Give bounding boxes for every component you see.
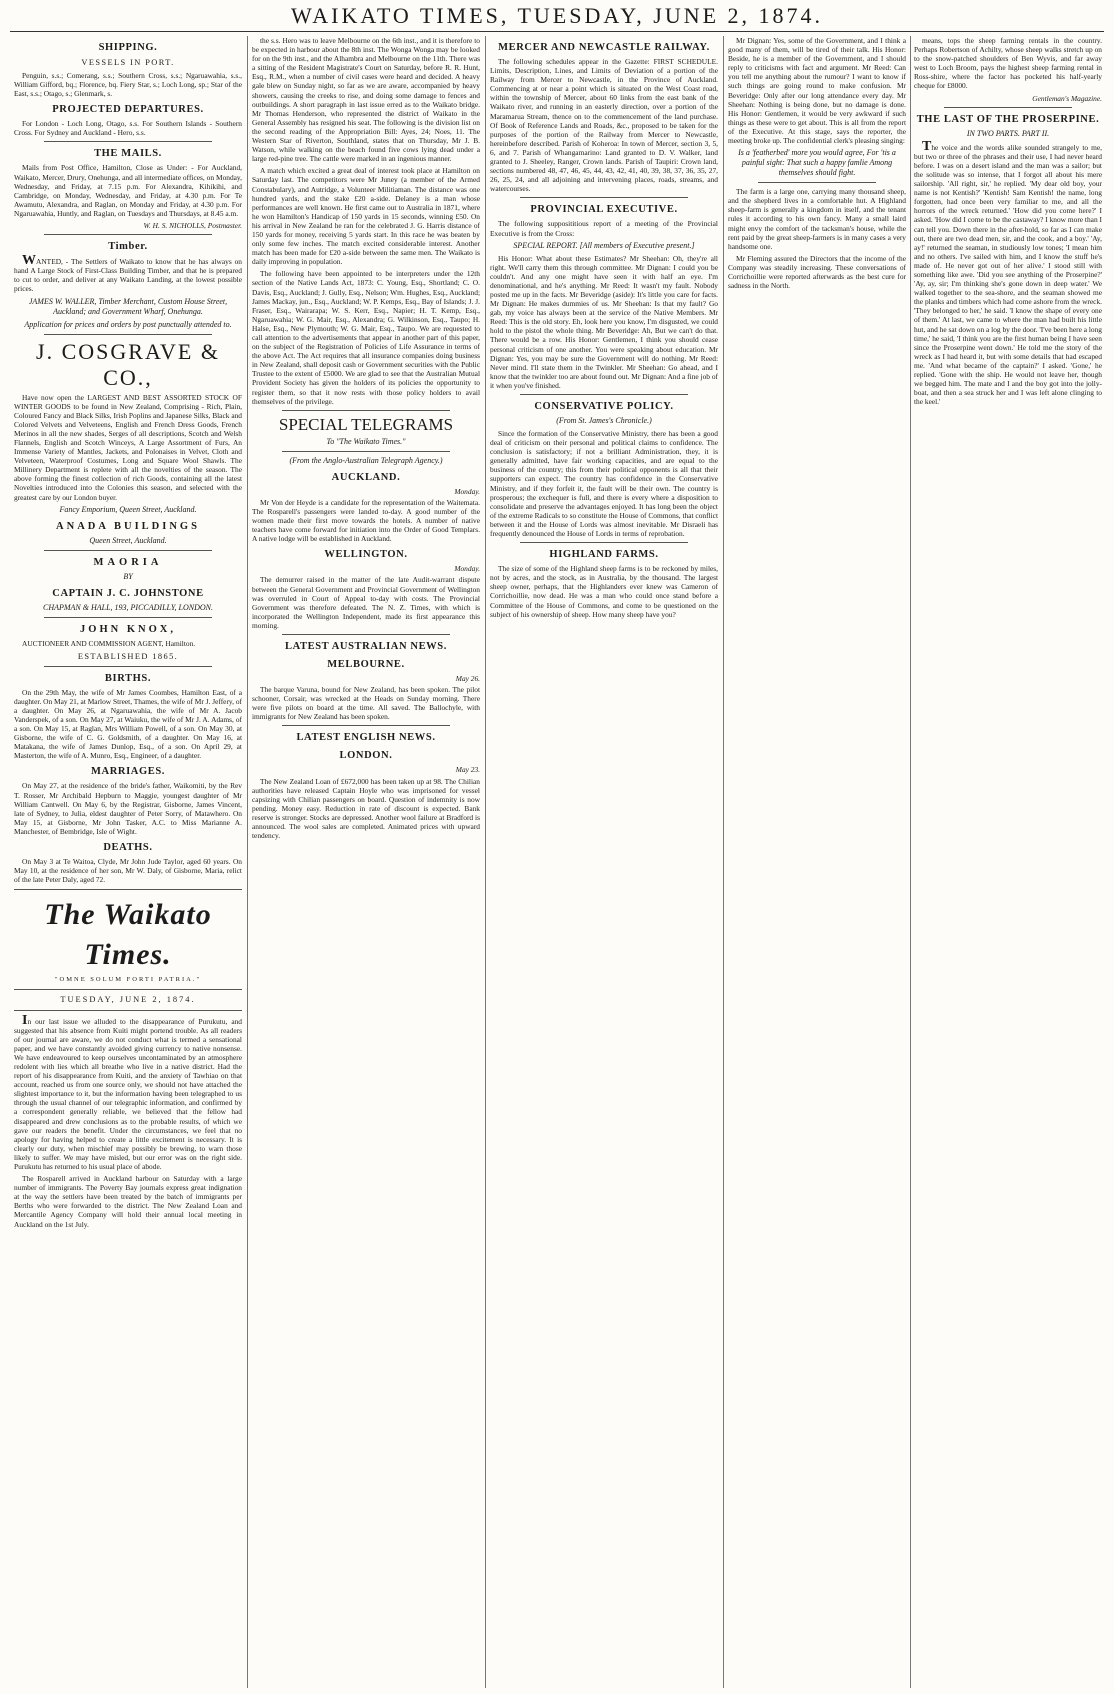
projected-text: For London - Loch Long, Otago, s.s. For Southern Islands - Southern Cross. For Sydney and Auckland - Hero, s.s. [14, 119, 242, 138]
maoria-heading: MAORIA [93, 556, 163, 568]
highland-farms-text: The size of some of the Highland sheep farms is to be reckoned by miles, not by acres, and the stock, as in Australia, by the thousand. The largest sheep owner, perhaps, that the Highlanders ever knew was Cameron of Corrichoillie, now dead. He was a man who could once stand before a Committee of the House of Commons, and come to be questioned on the subject of his ownership of sheep. How many sheep have you? [490, 564, 718, 619]
sheep-farm-source: Gentleman's Magazine. [1032, 93, 1102, 103]
london-heading: LONDON. [339, 750, 393, 762]
masthead-rule [10, 31, 1104, 32]
highland-farms-heading: HIGHLAND FARMS. [549, 549, 659, 561]
column-5 [914, 36, 1102, 1688]
provincial-executive-intro: The following supposititious report of a meeting of the Provincial Executive is from the Cross: [490, 219, 718, 238]
anada-heading: ANADA BUILDINGS [56, 520, 200, 532]
executive-continued-text: Mr Dignan: Yes, some of the Government, and I think a good many of them, will be tired of their talk. His Honor: Beside, he is a member of the Government, and I should reply to criticisms with fact and argument. Mr Reed: Can you tell me anything about the rumour? I want to know if such things are going round to make confusion. Mr Beveridge: Only after our long attendance every day. Mr Sheehan: Nothing is being done, but no damage is done. His Honor: Gentlemen, it would be very awkward if such things as these were to get about. This is all from the report of the Executive. At this stage, says the reporter, the meeting broke up. The confidential clerk's pleasing singing: [728, 36, 906, 146]
divider [520, 197, 688, 198]
shipping-text: Penguin, s.s.; Comerang, s.s.; Southern Cross, s.s.; Ngaruawahia, s.s., William Gifford, bq.; Florence, bq. Fiery Star, s.; Loch Long, sp.; Star of the East, s.s.; Otago, s.; Glenmark, s. [14, 71, 242, 99]
knox-heading: JOHN KNOX, [80, 623, 176, 635]
divider [520, 394, 688, 395]
cosgrave-text: Have now open the LARGEST AND BEST ASSORTED STOCK OF WINTER GOODS to be found in New Zealand, Comprising - Rich, Plain, Coloured Fancy and Black Silks, Irish Poplins and Japanese Silks, Black and Colored Velvets and Velveteens, English and French Dress Goods, French Merinos in all the new shades, Serges of all descriptions, Scotch and Welsh Flannels, English and Scotch Winceys, A Large Assortment of Furs, An Immense Variety of Mantles, Jackets, and Polonaises in Velvet, Cloth and Velveteen, Waterproof Costumes, Long and Square Wool Shawls. The Millinery Department is replete with all the novelties of the season. The above forming the finest collection of rich Goods, containing all the latest Novelties introduced into the Colonies this season, and selected with the greatest care by our London buyer. [14, 392, 242, 502]
wellington-heading: WELLINGTON. [324, 549, 408, 561]
marriages-text: On May 27, at the residence of the bride's father, Waikomiti, by the Rev T. Rosser, Mr Archibald Hepburn to Maggie, youngest daughter of Mr William Cantwell. On May 6, by the Registrar, Gisborne, James Vincent, late of Sydney, to Julia, eldest daughter of Peter Sorry, of Matawhero. On May 15, at Gisborne, Mr John Tasker, A.C. to Miss Marianne A. Manchester, of Bembridge, Isle of Wight. [14, 781, 242, 836]
melbourne-date: May 26. [455, 673, 480, 683]
masthead [0, 0, 1114, 32]
australian-news-heading: LATEST AUSTRALIAN NEWS. [285, 640, 447, 652]
births-text: On the 29th May, the wife of Mr James Coombes, Hamilton East, of a daughter. On May 21, at Marlow Street, Thames, the wife of Mr J. Jeffery, of a daughter. On May 26, at Ngaruawahia, the wife of Mr A. Jacob Vanderspek, of a son. On May 27, at Waiuku, the wife of Mr J. A. Adams, of a son. On May 15, at Raglan, Mrs William Powell, of a son. On May 30, at Gisborne, the wife of C. G. Goldsmith, of a daughter. On May 16, at Matakana, the wife of James Dunlop, Esq., of a son. On April 29, at Masterton, the wife of A. Munro, Esq., Engineer, of a daughter. [14, 687, 242, 761]
auckland-text: Mr Von der Heyde is a candidate for the representation of the Waitemata. The Rosparell's passengers were landed to-day. A good number of the women made their first move towards the hotels. A number of native teachers have come forward for initiation into the Order of Good Templars. A native lodge will be established in Auckland. [252, 497, 480, 544]
divider [282, 634, 450, 635]
race-text: A match which excited a great deal of interest took place at Hamilton on Saturday last. The competitors were Mr Juney (a member of the Armed Constabulary), and Autridge, a Volunteer Militiaman. The distance was one hundred yards, and the stake £20 a-side. Delaney is a man whose performances are well known. He first came out to Australia in 1871, where he won Hamilton's Handicap of 150 yards in 15 seconds, winning £50. On his arrival in New Zealand he ran for the celebrated J. G. Harris distance of 150 yards for money, receiving 5 yards start. In this race he was beaten by only some few inches. The match excited considerable interest. Another match has been made for £20 a-side between the same men. The Waikato is daily improving in population. [252, 166, 480, 267]
divider [44, 666, 212, 667]
telegrams-agency: (From the Anglo-Australian Telegraph Agency.) [289, 455, 443, 465]
local-news-text: the s.s. Hero was to leave Melbourne on the 6th inst., and it is therefore to be expected in harbour about the 8th inst. The Wonga Wonga may be looked for on the 9th inst., and the Alhambra and Melbourne on the 11th. There was a sitting of the Resident Magistrate's Court on Saturday, before R. R. Hunt, Esq., R.M., when a number of civil cases were heard and decided. A heavy gale blew on Sunday night, so far as we are aware, accompanied by heavy showers, causing the creeks to rise, and doing some damage to fences and outbuildings. A short paragraph in last issue erred as to the Waikato bridge. Mr Thomas Henderson, who represented the district of Waikato in the General Assembly has resigned his seat. The following is the division list on the second reading of the Appropriation Bill: Ayes, 24; Noes, 11. The Western Star of Riverton, Southland, states that on Thursday, Mr J. B. Watson, while walking on the beach found five cows lying dead under a large red-pine tree. The cattle were marked in an ingenious manner. [252, 36, 480, 164]
anada-subheading: Queen Street, Auckland. [89, 535, 167, 545]
divider [282, 725, 450, 726]
melbourne-heading: MELBOURNE. [327, 658, 405, 670]
mercer-text: The following schedules appear in the Gazette: FIRST SCHEDULE. Limits, Description, Lines, and Limits of Deviation of a portion of the Railway from Mercer to Newcastle, in the Province of Auckland. Commencing at or near a point which is situated on the West Coast road, within the township of Mercer, about 60 links from the east bank of the Waikato river, and running in an easterly direction, over a portion of the Maramarua Stream, thence on to the commencement of the land purchase. Of Book of Reference Lands and Roads, &c., proposed to be taken for the purposes of the portion of the Railway from Mercer to Newcastle, hereinbefore described. Parish of Koheroa: In town of Mercer, section 3, 5, 6, and 7. Parish of Whangamarino: Land granted to D. V. Walker, land granted to J. Sheeley, Ranger, Crown lands. Parish of Taupiri: Crown land, sections numbered 48, 47, 46, 45, 44, 43, 42, 41, 40, 39, 38, 37, 36, 35, 27, 26, 25, 24, and all adjoining and intervening places, roads, streams, and watercourses. [490, 57, 718, 194]
wellington-day: Monday. [454, 564, 480, 574]
auckland-heading: AUCKLAND. [331, 471, 401, 483]
cosgrave-heading: J. COSGRAVE & CO., [36, 338, 220, 390]
divider [520, 542, 688, 543]
divider [758, 182, 876, 183]
knox-established: ESTABLISHED 1865. [77, 651, 179, 661]
farm-tail-text: Mr Fleming assured the Directors that the income of the Company was steadily increasing. These conversations of Corrichoillie were reported afterwards as the best cure for sadness in the North. [728, 253, 906, 291]
divider [14, 1010, 242, 1011]
newspaper-banner: The Waikato Times. [44, 898, 212, 972]
appointments-text: The following have been appointed to be interpreters under the 12th section of the Native Lands Act, 1873: C. Young, Esq., Shortland; C. O. Davis, Esq., Auckland; J. Gully, Esq., Nelson; Wm. Hughes, Esq., Auckland; James Mackay, jun., Esq., Auckland; W. P. Kemps, Esq., Bay of Islands; J. J. Fraser, Esq., Wairarapa; W. S. Kerr, Esq., Napier; H. T. Kemp, Esq., Ngaruawahia; W. G. Mair, Esq., Alexandra; G. Wilkinson, Esq., Taupo; H. Halse, Esq., New Plymouth; W. G. Mair, Esq., Taupo. We are requested to call attention to the advertisements that appear in another part of this paper, on the subject of the Registration of Policies of Life Assurance in terms of the above Act. The Act requires that all insurance companies doing business in New Zealand, shall deposit cash or Government securities with the Public Trustee to the extent of £5000. We are glad to see that the Australian Mutual Provident Society has given the holders of its policies the opportunity to register them, so that it now rests with those policy holders to avail themselves of the privilege. [252, 269, 480, 406]
shipping-subheading: VESSELS IN PORT. [81, 58, 175, 67]
issue-date: TUESDAY, JUNE 2, 1874. [60, 995, 196, 1005]
column-1 [14, 36, 242, 1688]
divider [282, 410, 450, 411]
timber-signature: JAMES W. WALLER, Timber Merchant, Custom House Street, Auckland; and Government Wharf, Onehunga. [28, 296, 228, 316]
farm-text: The farm is a large one, carrying many thousand sheep, and the shepherd lives in a comfortable hut. A Highland sheep-farm is generally a kingdom in itself, and the tenant rules it according to his own fancy. Many a small laird might envy the comfort of the tacksman's house, while the rent paid by the great sheep-farmers is in many cases a very handsome one. [728, 187, 906, 251]
divider [14, 989, 242, 990]
divider [282, 451, 450, 452]
proserpine-heading: THE LAST OF THE PROSERPINE. [916, 113, 1100, 125]
leader-text: In our last issue we alluded to the disappearance of Purukutu, and suggested that his absence from Kuiti might portend trouble. As all readers of our journal are aware, we do not conduct what is termed a sensational paper, and we have constantly avoided giving currency to native nonsense. We have endeavoured to keep ourselves uncontaminated by an atmosphere redolent with lies which all breathe who live in a native district. Had the report of his disappearance from Kuiti, and the anxiety of Tawhiao on that account, reached us from one source only, we should not have attached the slightest importance to it, but the information having been telegraphed to us through the usual channel of our telegraphic information, and confirmed by a correspondent generally reliable, we believed that the fellow had disappeared and drew conclusions as to the probable results, of which we gave our readers the benefit. Under the circumstances, we feel that no apology for having helped to create a little excitement is necessary. It is clearly our duty, when mischief may possibly be brewing, to warn those likely to suffer. We may have misled, but our error was on the right side. Purukutu has returned to his usual place of abode. [14, 1012, 242, 1171]
births-heading: BIRTHS. [104, 672, 152, 684]
melbourne-text: The barque Varuna, bound for New Zealand, has been spoken. The pilot schooner, Corsair, was wrecked at the Heads on Sunday morning. There were five pilots on board at the time. All saved. The Ballochyle, with immigrants for New Zealand has been spoken. [252, 685, 480, 722]
proserpine-subheading: IN TWO PARTS. PART II. [966, 128, 1050, 138]
deaths-text: On May 3 at Te Waitoa, Clyde, Mr John Jude Taylor, aged 60 years. On May 10, at the residence of her son, Mr W. Daly, of Gisborne, Maria, relict of the late Peter Daly, aged 72. [14, 857, 242, 885]
divider [44, 617, 212, 618]
divider [44, 334, 212, 335]
mails-text: Mails from Post Office, Hamilton, Close as Under: - For Auckland, Waikato, Mercer, Drury, Onehunga, and all intermediate offices, on Monday, Wednesday, and Friday, at 7.15 p.m. For Alexandra, Kihikihi, and Cambridge, on Monday, Wednesday, and Friday, at 4.30 p.m. For Te Awamutu, Alexandra, and Raglan, on Monday and Friday, at 4.30 p.m. For Ngaruawahia, Huntly, and Raglan, on Tuesdays and Thursdays, at 8.45 a.m. [14, 163, 242, 218]
telegrams-heading: SPECIAL TELEGRAMS [278, 414, 454, 434]
mails-signature: W. H. S. NICHOLLS, Postmaster. [143, 221, 242, 231]
shipping-heading: SHIPPING. [98, 42, 158, 53]
divider [944, 107, 1072, 108]
london-date: May 23. [455, 765, 480, 775]
verse-text: Is a 'featherbed' more you would agree, For 'tis a painful sight: That such a happy famlie Among themselves should fight. [738, 148, 896, 178]
maoria-by: BY [123, 571, 133, 581]
newspaper-motto: "OMNE SOLUM FORTI PATRIA." [54, 976, 202, 984]
telegrams-subheading: To "The Waikato Times." [326, 436, 406, 446]
knox-text: AUCTIONEER AND COMMISSION AGENT, Hamilton. [22, 638, 196, 648]
divider [44, 550, 212, 551]
sheep-farm-text: means, tops the sheep farming rentals in the country. Perhaps Robertson of Achilty, whose sheep walks stretch up on to the snow-patched shoulders of Ben Wyvis, and far away west to Loch Broom, pays the highest sheep farming rental in Ross-shire, where the factor has pocketed his half-yearly cheque for £8000. [914, 36, 1102, 91]
masthead-title: WAIKATO TIMES, TUESDAY, JUNE 2, 1874. [290, 3, 824, 28]
auckland-day: Monday. [454, 486, 480, 496]
divider [44, 234, 212, 235]
provincial-executive-subheading: SPECIAL REPORT. [All members of Executive present.] [513, 240, 695, 250]
provincial-executive-text: His Honor: What about these Estimates? Mr Sheehan: Oh, they're all right. We'll carry them this through committee. Mr Dignan: I could you be couldn't. And any one might have seen it with half an eye. I'm denominational, and he's anything. Mr Reed: It wasn't my fault. Nobody posted me up in the facts. Mr Beveridge (aside): It's little you care for facts. Mr Dignan: He makes dummies of us. Mr Sheehan: Is that my fault? Go gab, my voice has always been at the service of the Native Members. Mr Reed: This is the old story. Eh, look here you know, I'm disgusted, we could hold to the pistol the whole thing. Mr Beveridge: Ah, But we can't do that. There would be a row. His Honor: Gentlemen, I think you should cease personal criticism of one another. You were speaking about education. Mr Dignan: Yes, you may be sure the Government will do nothing. Mr Reed: Never mind. I'll state them in the Twinkler. Mr Sheehan: Go ahead, and I know that the twinkler too are about found out. Mr Dignan: And a fine job of it when you've finished. [490, 253, 718, 390]
wellington-text: The demurrer raised in the matter of the late Audit-warrant dispute between the General Government and Provincial Government of Wellington was overruled in Court of Appeal to-day with costs. The Provincial Government was therefore defeated. The N. Z. Times, with which is incorporated the Wellington Independent, made its first appearance this morning. [252, 575, 480, 630]
proserpine-text: The voice and the words alike sounded strangely to me, but two or three of the phrases and their use, I had never heard before. I was on a desert island and the man was a sailor; but the solitude was so intense, that I forgot all about his mere sailorship. 'All right, sir,' he replied. 'My dear old boy, your name is not Kentish?' 'Kentish! Sam Kentish! the name, long forgotten, had once been very familiar to me, and all the horrors of the wreck returned.' 'How did you come here?' I asked. 'How did I come to be the castaway? I know more than I can tell you. Down there in the after-hold, so far as I can make out, there are two dead men, sir, and the cook, and a boy.' 'Ay, ay!' returned the seaman, in studiously low tones; 'I mean him and no others. I've sailed with him, and I know the stuff he's made of. He never got out of her alive.' I stood still with something like awe. 'Did you see anything of the Proserpine?' 'Ay, ay, sir; I'm thinking she's gone down in deep water.' We walked together to the sea-shore, and the seaman showed me the planks and timbers which had come ashore from the wreck. 'They belonged to her,' he said. 'I know the shape of every one of them.' At last, we came to where the man had built his little hut, and he sat down on a log by the door. 'I've been here a long time,' he said, 'I think you are the first human being I have seen since the Proserpine went down.' He told me the story of the wreck as I had heard it, but with some details that had escaped me. 'And what became of the captain?' I asked. 'Gone,' he replied. 'Gone with the ship. He would not leave her, though we begged him. The mate and I and the boy got into the jolly-boat, and then a sea struck her and I was left alone clinging to the keel.' [914, 138, 1102, 407]
projected-heading: PROJECTED DEPARTURES. [52, 104, 204, 116]
provincial-executive-heading: PROVINCIAL EXECUTIVE. [530, 204, 678, 216]
timber-note: Application for prices and orders by post punctually attended to. [24, 319, 232, 329]
newspaper-columns [0, 36, 1114, 1688]
london-text: The New Zealand Loan of £672,000 has been taken up at 98. The Chilian authorities have released Captain Hoyle who was imprisoned for vessel capsizing with Chilian passengers on board. Question of indemnity is now pending. Money easy. Reduction in rate of discount is expected. Bank reserve is stronger. Stocks are depressed. Another wool failure at Bradford is announced. The wool sales are completed. Animated prices with upward tendency. [252, 776, 480, 841]
divider [14, 889, 242, 890]
conservative-policy-heading: CONSERVATIVE POLICY. [534, 401, 674, 412]
english-news-heading: LATEST ENGLISH NEWS. [296, 732, 436, 744]
timber-text: WANTED, - The Settlers of Waikato to know that he has always on hand A Large Stock of First-Class Building Timber, and that he is prepared to cut to order, and deliver at any Waikato Landing, at the lowest possible prices. [14, 253, 242, 294]
divider [44, 141, 212, 142]
column-2 [252, 36, 480, 1688]
column-4 [728, 36, 906, 1688]
timber-heading: Timber. [108, 241, 148, 253]
johnstone-heading: CAPTAIN J. C. JOHNSTONE [52, 587, 204, 599]
conservative-policy-source: (From St. James's Chronicle.) [556, 416, 652, 425]
johnstone-subheading: CHAPMAN & HALL, 193, PICCADILLY, LONDON. [42, 602, 213, 612]
column-3 [490, 36, 718, 1688]
mercer-heading: MERCER AND NEWCASTLE RAILWAY. [498, 42, 710, 53]
marriages-heading: MARRIAGES. [91, 766, 165, 778]
conservative-policy-text: Since the formation of the Conservative Ministry, there has been a good deal of criticism on their personal and political claims to confidence. The conclusion is satisfactory; if not a brilliant Administration, they, it is generally admitted, have fair working capacities, and are equal to the business of the country; this from their political opponents is all that their supporters can expect. The country has confidence in the Conservative Ministry, and if they forfeit it, the fault will be their own. The country is prosperous; the exchequer is full, and there is every where a disposition to consolidate and preserve the advantages enjoyed. It has long been the object of the extreme Radicals to so constitute the House of Commons, that conflict between it and the House of Lords was almost inevitable. Mr Disraeli has frequently denounced the House of Lords in terms of reprobation. [490, 429, 718, 539]
deaths-heading: DEATHS. [103, 842, 153, 854]
cosgrave-signature: Fancy Emporium, Queen Street, Auckland. [59, 504, 197, 514]
mails-heading: THE MAILS. [94, 148, 162, 160]
leader-text-2: The Rosparell arrived in Auckland harbour on Saturday with a large number of immigrants. The Poverty Bay journals express great indignation at the way the settlers have been treated by the batch of immigrants per Berths who were forwarded to the district. The New Zealand Loan and Mercantile Agency Company will hold their annual local meeting in Auckland on the 1st July. [14, 1174, 242, 1229]
